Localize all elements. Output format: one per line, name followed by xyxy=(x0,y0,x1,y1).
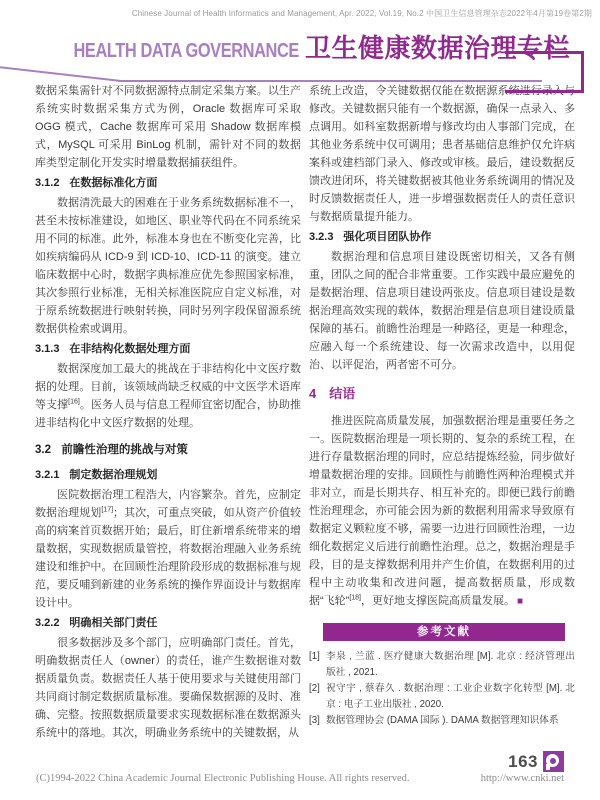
left-column xyxy=(35,82,301,742)
heading-title: 前瞻性治理的挑战与对策 xyxy=(61,444,188,456)
page-footer-right xyxy=(508,751,564,772)
heading-title: 结语 xyxy=(329,386,356,401)
paragraph-text: ，更好地支撑医院高质量发展。 xyxy=(361,595,516,607)
article-end-mark: ■ xyxy=(517,596,524,607)
references-title-banner: 参考文献 xyxy=(323,623,565,641)
reference-item xyxy=(309,713,575,729)
banner-diagonal-line xyxy=(0,66,121,82)
right-column xyxy=(309,82,575,742)
paragraph-team-collaboration: 数据治理和信息项目建设既密切相关，又各有侧重，团队之间的配合非常重要。工作实践中最应避免的是数据治理、信息项目建设两张皮。信息项目建设是数据治理高效实现的载体，数据治理是信息项目建设质量保障的基石。前瞻性治理是一种路径，更是一种理念，应融入每一个系统建设、每一次需求改造中，以用促治、以评促治，两者密不可分。 xyxy=(309,251,575,371)
reference-text: 祝守宇 , 蔡春久 . 数据治理 : 工业企业数字化转型 [M]. 北京 : 电子工业出版社 , 2020. xyxy=(326,683,575,710)
reference-item xyxy=(309,649,575,680)
logo-tail xyxy=(546,764,550,770)
heading-title: 制定数据治理规划 xyxy=(69,469,158,481)
heading-number: 3.2 xyxy=(35,444,51,456)
paragraph-department-responsibility: 很多数据涉及多个部门，应明确部门责任。首先，明确数据责任人（owner）的责任，谁产生数据谁对数据质量负责。数据责任人基于使用要求与关键使用部门共同商讨制定数据质量标准。要确保数据源的及时、准确、完整。按照数据质量要求实现数据标准在数据源头系统中的落地。其次，明确业务系统中的关键数据，从 xyxy=(35,637,301,739)
banner-title-en: HEALTH DATA GOVERNANCE xyxy=(73,40,299,62)
reference-number: [3] xyxy=(309,715,320,726)
citation-17: [17] xyxy=(101,506,114,514)
paragraph-text: ；其次，可重点突破，如从资产价值较高的病案首页数据开始；最后，盯住新增系统带来的增量数据，实现数据质量管控，将数据治理融入业务系统建设和维护中。在回顾性治理阶段形成的数据标准与规范，要反哺到新建的业务系统的操作界面设计与数据库设计中。 xyxy=(35,507,302,609)
article-body xyxy=(35,82,575,742)
journal-header-line: Chinese Journal of Health Informatics and Management, Apr. 2022, Vol.19, No.2 中国卫生信息管理杂志2022年4月第19卷第2期 xyxy=(131,9,592,18)
heading-number: 3.2.2 xyxy=(35,617,60,629)
paragraph-unstructured-data xyxy=(35,360,301,432)
banner-title-zh: 卫生健康数据治理专栏 xyxy=(304,33,570,63)
heading-number: 4 xyxy=(309,386,317,401)
paragraph-conclusion xyxy=(309,412,575,611)
paragraph-text: 推进医院高质量发展，加强数据治理是重要任务之一。医院数据治理是一项长期的、复杂的系统工程，在进行存量数据治理的同时，应总结提炼经验，同步做好增量数据治理的安排。回顾性与前瞻性两种治理模式并非对立，而是长期共存、相互补充的。即便已践行前瞻性治理理念，亦可能会因为新的数据利用需求导致原有数据定义颗粒度不够，需要一边进行回顾性治理，一边细化数据定义后进行前瞻性治理。总之，数据治理是手段，目的是支撑数据利用并产生价值，在数据利用的过程中主动收集和改进问题，提高数据质量，形成数据“飞轮” xyxy=(309,415,575,607)
heading-number: 3.2.3 xyxy=(309,231,334,243)
reference-text: 李泉 , 兰蓝 . 医疗健康大数据治理 [M]. 北京 : 经济管理出版社 , 2021. xyxy=(326,651,575,678)
logo-dot xyxy=(550,758,556,764)
heading-3-2-1 xyxy=(35,466,301,484)
copyright-text: (C)1994-2022 China Academic Journal Electronic Publishing House. All rights reserved. xyxy=(36,773,410,784)
citation-16: [16] xyxy=(68,398,80,406)
heading-number: 3.1.3 xyxy=(35,343,60,355)
reference-number: [1] xyxy=(309,651,320,662)
cnki-logo-icon xyxy=(543,751,564,772)
heading-3-1-3 xyxy=(35,340,301,358)
reference-text: 数据管理协会 (DAMA 国际 ). DAMA 数据管理知识体系 xyxy=(326,715,559,726)
banner-underline xyxy=(118,80,542,82)
cnki-url[interactable]: http://www.cnki.net xyxy=(480,773,564,784)
column-banner xyxy=(0,24,600,64)
heading-3-2-3 xyxy=(309,228,575,246)
banner-title xyxy=(0,24,570,62)
heading-title: 明确相关部门责任 xyxy=(69,617,158,629)
heading-title: 强化项目团队协作 xyxy=(343,231,432,243)
paragraph-text: 医院数据治理工程浩大，内容繁杂。首先，应制定数据治理规划 xyxy=(35,489,301,519)
paragraph-governance-plan xyxy=(35,486,301,612)
heading-4-conclusion xyxy=(309,385,575,403)
page-number: 163 xyxy=(508,751,538,771)
heading-number: 3.1.2 xyxy=(35,177,60,189)
heading-number: 3.2.1 xyxy=(35,469,60,481)
paragraph-data-collection: 数据采集需针对不同数据源特点制定采集方案。以生产系统实时数据采集方式为例，Oracle 数据库可采取 OGG 模式，Cache 数据库可采用 Shadow 数据库模式，MySQL 可采用 BinLog 机制，需针对不同的数据库类型定制化开发实时增量数据捕获组件。 xyxy=(35,85,301,169)
paragraph-responsibility-continued: 系统上改造，令关键数据仅能在数据源系统进行录入与修改。关键数据只能有一个数据源，确保一点录入、多点调用。如科室数据新增与修改均由人事部门完成，在其他业务系统中仅可调用；患者基础信息维护仅允许病案科或建档部门录入、修改或审核。最后，建设数据反馈改进闭环，将关键数据被其他业务系统调用的情况及时反馈数据责任人，进一步增强数据责任人的责任意识与数据质量提升能力。 xyxy=(309,85,575,223)
paragraph-text: 数据深度加工最大的挑战在于非结构化中文医疗数据的处理。目前，该领域尚缺乏权威的中文医学术语库等支撑 xyxy=(35,363,301,411)
reference-item xyxy=(309,681,575,712)
heading-3-2 xyxy=(35,441,301,459)
reference-number: [2] xyxy=(309,683,320,694)
heading-title: 在非结构化数据处理方面 xyxy=(69,343,191,355)
heading-3-2-2 xyxy=(35,614,301,632)
paragraph-data-standardization: 数据清洗最大的困难在于业务系统数据标准不一，甚至未按标准建设，如地区、职业等代码在不同系统采用不同的标准。此外，标准本身也在不断变化完善，比如疾病编码从 ICD-9 到 ICD-10、ICD-11 的演变。建立临床数据中心时，数据字典标准应优先参照国家标准，其次参照行业标准，无相关标准医院应自定义标准，对于原系统数据进行映射转换，同时另列字段保留源系统数据供检索或调用。 xyxy=(35,197,301,335)
paragraph-text: 。医务人员与信息工程师宜密切配合，协助推进非结构化中文医疗数据的处理。 xyxy=(35,399,301,429)
copyright-footer xyxy=(36,773,564,784)
citation-18: [18] xyxy=(349,594,362,602)
heading-title: 在数据标准化方面 xyxy=(69,177,158,189)
heading-3-1-2 xyxy=(35,174,301,192)
